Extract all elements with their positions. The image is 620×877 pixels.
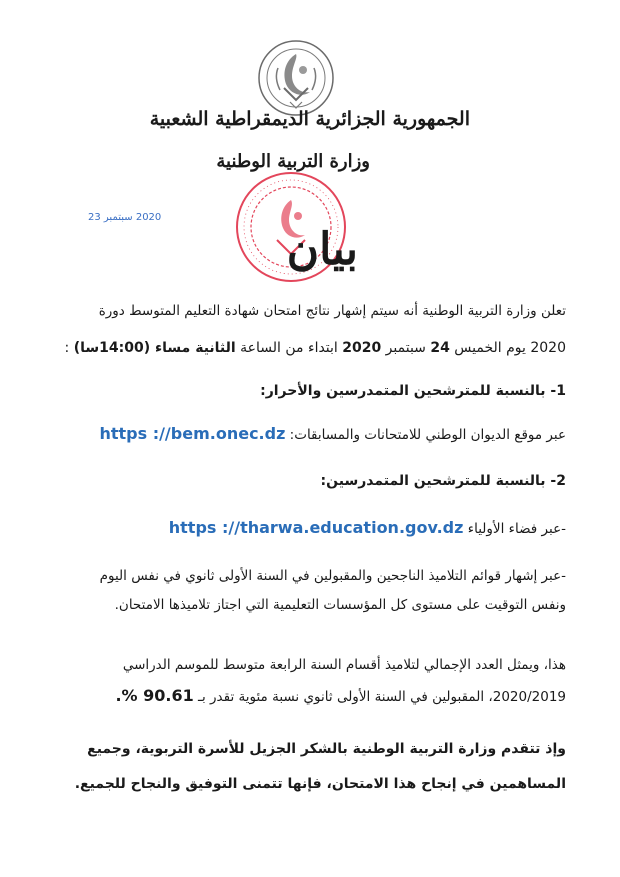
section-2-heading: 2- بالنسبة للمترشحين المتمدرسين:	[320, 473, 566, 489]
intro-hour: الثانية مساء (14:00سا)	[73, 340, 236, 356]
intro-line-1: تعلن وزارة التربية الوطنية أنه سيتم إشهار نتائج امتحان شهادة التعليم المتوسط دورة	[98, 303, 566, 319]
onec-site-link[interactable]: https ://bem.onec.dz	[99, 424, 286, 443]
republic-name-heading: الجمهورية الجزائرية الديمقراطية الشعبية	[149, 108, 470, 130]
onec-site-text: عبر موقع الديوان الوطني للامتحانات والمسابقات:	[285, 427, 566, 443]
closing-line-2: المساهمين في إنجاح هذا الامتحان، فإنها تتمنى التوفيق والنجاح للجميع.	[74, 776, 566, 792]
statistics-text: 2020/2019، المقبولين في السنة الأولى ثانوي نسبة مئوية تقدر بـ	[193, 689, 566, 705]
date-stamp: 2020 سبتمبر 23	[88, 212, 162, 223]
intro-year: 2020	[342, 340, 382, 356]
tharwa-site-link[interactable]: https ://tharwa.education.gov.dz	[168, 518, 464, 537]
results-lists-line-1: -عبر إشهار قوائم التلاميذ الناجحين والمقبولين في السنة الأولى ثانوي في نفس اليوم	[99, 568, 566, 584]
statistics-line-2	[115, 688, 566, 705]
intro-day-number: 24	[430, 340, 450, 356]
intro-year-day-prefix: 2020 يوم الخميس	[449, 340, 566, 356]
section-1-heading: 1- بالنسبة للمترشحين المتمدرسين والأحرار:	[260, 383, 566, 399]
intro-from-hour-text: ابتداء من الساعة	[235, 340, 343, 356]
closing-line-1: وإذ تتقدم وزارة التربية الوطنية بالشكر الجزيل للأسرة التربوية، وجميع	[87, 741, 566, 757]
intro-colon: :	[64, 340, 74, 356]
parents-space-line	[169, 520, 566, 537]
ministry-name-heading: وزارة التربية الوطنية	[216, 151, 370, 172]
onec-site-line	[99, 426, 566, 443]
results-lists-line-2: ونفس التوقيت على مستوى كل المؤسسات التعليمية التي اجتاز تلاميذها الامتحان.	[114, 597, 566, 613]
admission-rate: 90.61 %.	[115, 686, 194, 705]
intro-line-2	[65, 341, 566, 355]
statistics-line-1: هذا، ويمثل العدد الإجمالي لتلاميذ أقسام السنة الرابعة متوسط للموسم الدراسي	[122, 657, 566, 673]
intro-month: سبتمبر	[381, 340, 431, 356]
parents-space-text: -عبر فضاء الأولياء	[463, 521, 566, 537]
algeria-emblem-seal	[256, 38, 336, 118]
document-title: بيان	[286, 224, 358, 275]
